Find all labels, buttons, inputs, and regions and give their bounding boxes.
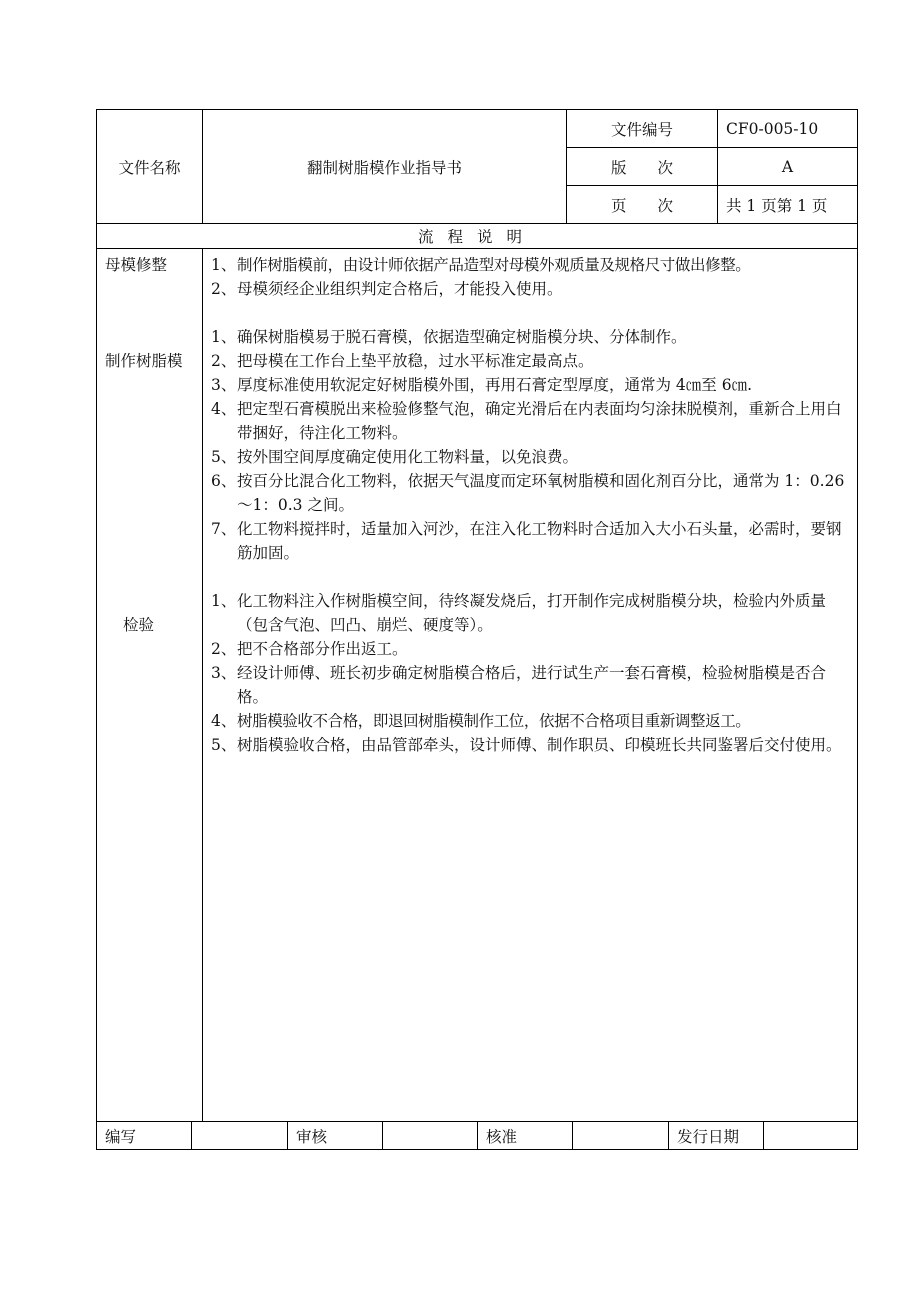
list-item (211, 445, 851, 469)
list-item (211, 277, 851, 301)
item-text: 树脂模验收不合格，即退回树脂模制作工位，依据不合格项目重新调整返工。 (237, 712, 751, 730)
page-value: 共 1 页第 1 页 (718, 186, 858, 224)
item-text: 把定型石膏模脱出来检验修整气泡，确定光滑后在内表面均匀涂抹脱模剂，重新合上用白带捆好，待注化工物料。 (237, 400, 842, 442)
section-mold-trimming (211, 253, 851, 301)
file-number-value: CF0-005-10 (718, 110, 858, 148)
header-table (96, 109, 858, 224)
document-title: 翻制树脂模作业指导书 (203, 110, 567, 224)
page-label: 页 次 (567, 186, 718, 224)
list-item (211, 661, 851, 709)
approved-by-label: 核准 (478, 1122, 573, 1150)
item-number: 1、 (211, 256, 237, 274)
section-label-inspection: 检验 (123, 616, 155, 634)
list-item (211, 325, 851, 349)
item-number: 2、 (211, 352, 237, 370)
item-number: 3、 (211, 664, 237, 682)
file-number-label: 文件编号 (567, 110, 718, 148)
approved-by-field (573, 1122, 669, 1150)
work-instruction-document (96, 109, 857, 1150)
item-number: 6、 (211, 472, 237, 490)
version-label: 版 次 (567, 148, 718, 186)
list-item (211, 349, 851, 373)
list-item (211, 253, 851, 277)
section-labels-column (97, 249, 203, 1122)
item-number: 2、 (211, 640, 237, 658)
list-item (211, 373, 851, 397)
item-text: 树脂模验收合格，由品管部牵头，设计师傅、制作职员、印模班长共同鉴署后交付使用。 (237, 736, 842, 754)
section-label-mold-trimming: 母模修整 (105, 256, 168, 274)
section-spacer (211, 301, 851, 325)
reviewed-by-label: 审核 (288, 1122, 383, 1150)
item-text: 把不合格部分作出返工。 (237, 640, 408, 658)
item-number: 1、 (211, 592, 237, 610)
signature-table (96, 1121, 858, 1150)
issue-date-field (764, 1122, 858, 1150)
written-by-label: 编写 (97, 1122, 192, 1150)
list-item (211, 397, 851, 445)
item-text: 确保树脂模易于脱石膏模，依据造型确定树脂模分块、分体制作。 (237, 328, 687, 346)
item-number: 5、 (211, 448, 237, 466)
item-number: 4、 (211, 712, 237, 730)
flow-section-title: 流程说明 (97, 224, 858, 249)
list-item (211, 637, 851, 661)
item-text: 制作树脂模前，由设计师依据产品造型对母模外观质量及规格尺寸做出修整。 (237, 256, 751, 274)
section-make-resin-mold (211, 325, 851, 565)
list-item (211, 469, 851, 517)
section-label-make-resin-mold: 制作树脂模 (105, 352, 183, 370)
section-inspection (211, 589, 851, 757)
list-item (211, 589, 851, 637)
item-number: 1、 (211, 328, 237, 346)
reviewed-by-field (383, 1122, 478, 1150)
item-number: 4、 (211, 400, 237, 418)
list-item (211, 709, 851, 733)
item-text: 把母模在工作台上垫平放稳，过水平标准定最高点。 (237, 352, 594, 370)
item-number: 7、 (211, 520, 237, 538)
section-content-column (203, 249, 858, 1122)
item-text: 母模须经企业组织判定合格后，才能投入使用。 (237, 280, 563, 298)
item-number: 2、 (211, 280, 237, 298)
item-text: 经设计师傅、班长初步确定树脂模合格后，进行试生产一套石膏模，检验树脂模是否合格。 (237, 664, 827, 706)
list-item (211, 517, 851, 565)
item-text: 化工物料搅拌时，适量加入河沙，在注入化工物料时合适加入大小石头量，必需时，要钢筋加固。 (237, 520, 842, 562)
issue-date-label: 发行日期 (669, 1122, 764, 1150)
item-text: 按百分比混合化工物料，依据天气温度而定环氧树脂模和固化剂百分比，通常为 1：0.26～1：0.3 之间。 (237, 472, 845, 514)
item-text: 按外围空间厚度确定使用化工物料量，以免浪费。 (237, 448, 579, 466)
item-number: 3、 (211, 376, 237, 394)
flow-table (96, 223, 858, 1122)
version-value: A (718, 148, 858, 186)
item-text: 化工物料注入作树脂模空间，待终凝发烧后，打开制作完成树脂模分块，检验内外质量（包含气泡、凹凸、崩烂、硬度等）。 (237, 592, 827, 634)
file-name-label: 文件名称 (97, 110, 203, 224)
section-spacer (211, 565, 851, 589)
item-number: 5、 (211, 736, 237, 754)
written-by-field (192, 1122, 288, 1150)
list-item (211, 733, 851, 757)
item-text: 厚度标准使用软泥定好树脂模外围，再用石膏定型厚度，通常为 4㎝至 6㎝. (237, 376, 753, 394)
